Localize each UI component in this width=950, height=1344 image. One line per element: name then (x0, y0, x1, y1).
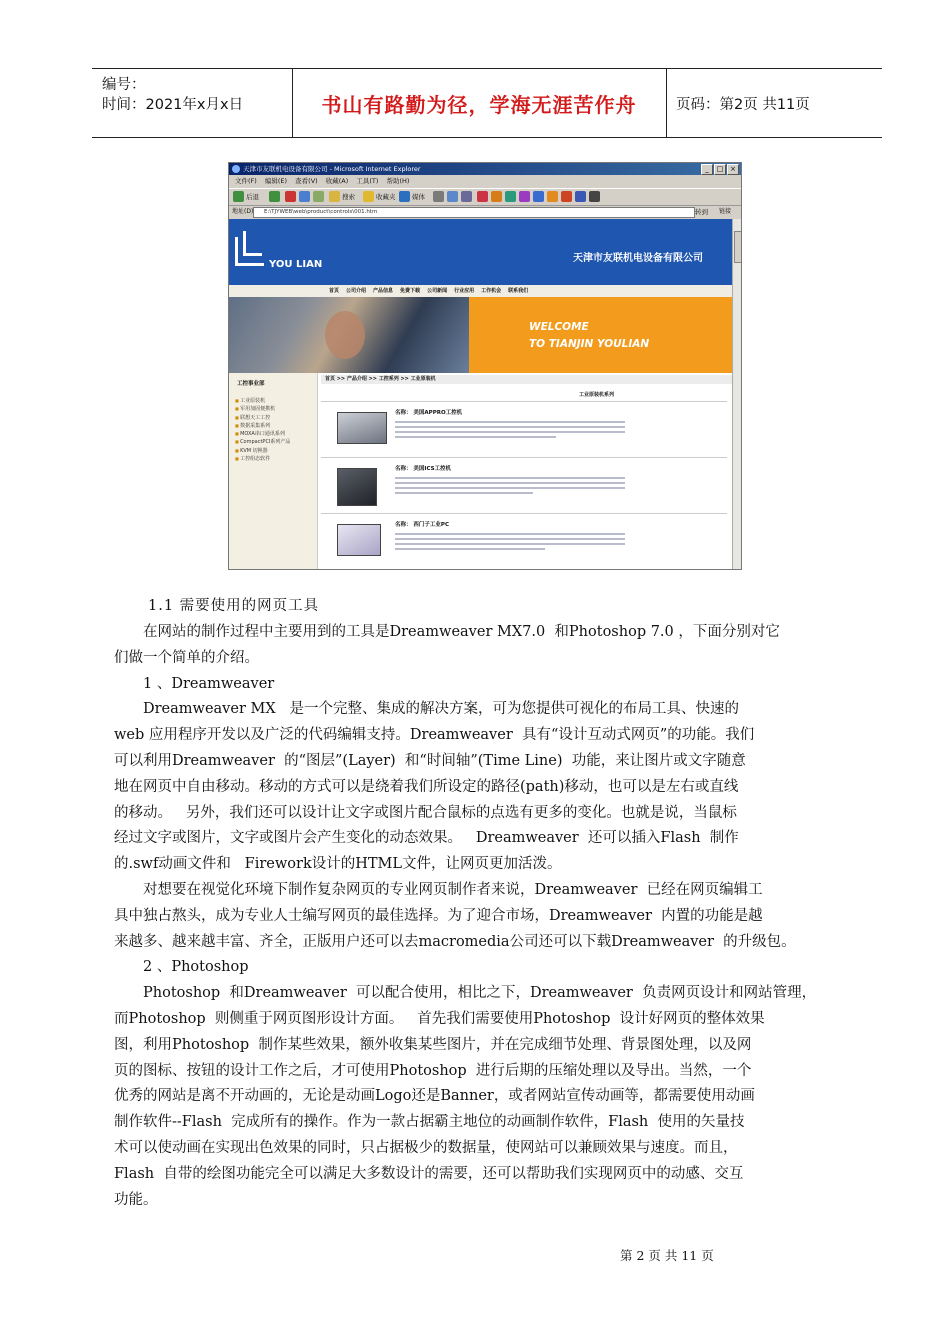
site-sidebar (229, 373, 318, 569)
site-banner (229, 219, 732, 285)
paragraph-line: 功能。 (114, 1191, 158, 1208)
window-title: 天津市友联机电设备有限公司 - Microsoft Internet Explorer (243, 165, 421, 173)
menu-help: 帮助(H) (386, 177, 410, 185)
paragraph-line: 1 、Dreamweaver (114, 675, 275, 692)
site-brand: YOU LIAN (269, 259, 323, 270)
ie-icon (232, 165, 240, 173)
print-icon (461, 191, 472, 202)
window-controls (701, 164, 739, 175)
page-footer: 第 2 页 共 11 页 (620, 1248, 714, 1263)
history-icon (433, 191, 444, 202)
maximize-icon: □ (714, 164, 726, 175)
product-image (337, 468, 377, 506)
nav-item: 工作机会 (481, 288, 502, 294)
nav-item: 公司介绍 (346, 288, 367, 294)
mail-icon (447, 191, 458, 202)
nav-item: 产品信息 (373, 288, 394, 294)
number-label: 编号： (102, 77, 146, 93)
nav-item: 行业应用 (454, 288, 475, 294)
toolbar-extra-icon (575, 191, 586, 202)
page-label: 页码：第2页 共11页 (676, 96, 810, 113)
section-title: 1.1 需要使用的网页工具 (148, 598, 320, 614)
nav-item: 公司新闻 (427, 288, 448, 294)
menu-file: 文件(F) (235, 177, 257, 185)
product-item (321, 401, 727, 458)
edit-icon (477, 191, 488, 202)
document-header (92, 68, 882, 138)
product-name: 名称： 美国ICS工控机 (395, 466, 452, 472)
product-item (321, 457, 727, 514)
sidebar-item: ■ 工业原装机 (235, 397, 290, 405)
forward-icon (269, 191, 280, 202)
home-icon (313, 191, 324, 202)
toolbar-extra-icon (561, 191, 572, 202)
minimize-icon: _ (701, 164, 713, 175)
toolbar-extra-icon (547, 191, 558, 202)
browser-screenshot-figure (228, 162, 742, 570)
paragraph-line: 具中独占熬头，成为专业人士编写网页的最佳选择。为了迎合市场，Dreamweaver 内置的功能是越 (114, 907, 763, 924)
toolbar-extra-icon (589, 191, 600, 202)
menu-view: 查看(V) (295, 177, 318, 185)
vertical-scrollbar (732, 219, 742, 569)
sidebar-item: ■ 联想天工工控 (235, 414, 290, 422)
paragraph-line: 们做一个简单的介绍。 (114, 649, 259, 666)
paragraph-line: Dreamweaver MX 是一个完整、集成的解决方案，可为您提供可视化的布局工具、快速的 (114, 701, 739, 718)
refresh-icon (299, 191, 310, 202)
address-label: 地址(D) (232, 208, 254, 215)
sidebar-heading: 工控事业部 (237, 381, 265, 387)
search-icon (329, 191, 340, 202)
product-name: 名称： 美国APPRO工控机 (395, 410, 463, 416)
breadcrumb: 首页 >> 产品介绍 >> 工控系列 >> 工业原装机 (321, 375, 733, 384)
toolbar-extra-icon (505, 191, 516, 202)
product-description (395, 474, 625, 498)
paragraph-line: 图，利用Photoshop 制作某些效果，额外收集某些图片，并在完成细节处理、背景图处理，以及网 (114, 1036, 752, 1053)
menu-edit: 编辑(E) (264, 177, 288, 185)
toolbar-extra-icon (519, 191, 530, 202)
paragraph-line: 优秀的网站是离不开动画的，无论是动画Logo还是Banner，或者网站宣传动画等，都需要使用动画 (114, 1088, 755, 1105)
nav-item: 首页 (329, 288, 340, 294)
series-title: 工业原装机系列 (579, 392, 615, 398)
product-item (321, 513, 727, 570)
address-bar (229, 205, 741, 219)
time-label: 时间：2021年x月x日 (102, 97, 244, 113)
paragraph-line: web 应用程序开发以及广泛的代码编辑支持。Dreamweaver 具有“设计互动式网页”的功能。我们 (114, 727, 755, 744)
browser-toolbar (229, 188, 741, 206)
menu-tools: 工具(T) (356, 177, 379, 185)
paragraph-line: 页的图标、按钮的设计工作之后，才可使用Photoshop 进行后期的压缩处理以及导出。当然，一个 (114, 1062, 752, 1079)
search-label: 搜索 (342, 193, 355, 201)
sidebar-item: ■ CompactPCI系列产品 (235, 438, 290, 446)
sidebar-item: ■ KVM 切换器 (235, 447, 290, 455)
logo-icon-inner (243, 231, 262, 256)
links-label: 链接 (719, 208, 732, 215)
paragraph-line: 制作软件--Flash 完成所有的操作。作为一款占据霸主地位的动画制作软件，Flash 使用的矢量技 (114, 1114, 745, 1131)
motto: 书山有路勤为径，学海无涯苦作舟 (292, 69, 667, 137)
paragraph-line: Photoshop 和Dreamweaver 可以配合使用，相比之下，Dreamweaver 负责网页设计和网站管理， (114, 985, 817, 1002)
messenger-icon (491, 191, 502, 202)
product-image (337, 412, 387, 444)
page-viewport (229, 219, 732, 569)
product-name: 名称： 西门子工业PC (395, 522, 449, 528)
favorites-icon (363, 191, 374, 202)
menu-bar (229, 175, 741, 189)
welcome-line: TO TIANJIN YOULIAN (529, 338, 650, 350)
company-name: 天津市友联机电设备有限公司 (573, 253, 703, 264)
media-label: 媒体 (412, 193, 425, 201)
paragraph-line: 来越多、越来越丰富、齐全，正版用户还可以去macromedia公司还可以下载Dreamweaver 的升级包。 (114, 933, 796, 950)
welcome-line: WELCOME (529, 321, 589, 333)
toolbar-extra-icon (533, 191, 544, 202)
header-meta (92, 69, 293, 137)
paragraph-line: 在网站的制作过程中主要用到的工具是Dreamweaver MX7.0 和Photoshop 7.0 ，下面分别对它 (114, 624, 780, 640)
product-description (395, 530, 625, 554)
paragraph-line: 对想要在视觉化环境下制作复杂网页的专业网页制作者来说，Dreamweaver 已经在网页编辑工 (114, 882, 763, 898)
sidebar-item: ■ 军用加固便携机 (235, 405, 290, 413)
back-label: 后退 (246, 193, 259, 201)
sidebar-item: ■ 工控组态软件 (235, 455, 290, 463)
banner-photo (229, 297, 469, 373)
sidebar-item: ■ 数据采集系列 (235, 422, 290, 430)
paragraph-line: 2 、Photoshop (114, 959, 249, 976)
menu-favorites: 收藏(A) (325, 177, 349, 185)
product-description (395, 418, 625, 442)
go-button: 转到 (695, 208, 708, 216)
sidebar-item: ■ MOXA串口通讯系列 (235, 430, 290, 438)
back-icon (233, 191, 244, 202)
window-titlebar (229, 163, 741, 175)
media-icon (399, 191, 410, 202)
nav-item: 免费下载 (400, 288, 421, 294)
nav-item: 联系我们 (508, 288, 529, 294)
paragraph-line: 的移动。 另外，我们还可以设计让文字或图片配合鼠标的点选有更多的变化。也就是说，当鼠标 (114, 804, 737, 821)
paragraph-line: 经过文字或图片，文字或图片会产生变化的动态效果。 Dreamweaver 还可以插入Flash 制作 (114, 830, 739, 847)
paragraph-line: 可以利用Dreamweaver 的“图层”(Layer) 和“时间轴”(Time Line) 功能，来让图片或文字随意 (114, 753, 746, 769)
person-figure (325, 311, 365, 359)
close-icon: × (727, 164, 739, 175)
product-image (337, 524, 381, 556)
paragraph-line: 的.swf动画文件和 Firework设计的HTML文件，让网页更加活泼。 (114, 856, 562, 873)
paragraph-line: 而Photoshop 则侧重于网页图形设计方面。 首先我们需要使用Photoshop 设计好网页的整体效果 (114, 1011, 765, 1027)
address-field: E:\TJYWEB\web\product\controls\001.htm (253, 207, 695, 218)
welcome-text (529, 319, 649, 353)
paragraph-line: 术可以使动画在实现出色效果的同时，只占据极少的数据量，使网站可以兼顾效果与速度。而且， (114, 1140, 738, 1156)
stop-icon (285, 191, 296, 202)
paragraph-line: Flash 自带的绘图功能完全可以满足大多数设计的需要，还可以帮助我们实现网页中的动感、交互 (114, 1165, 744, 1182)
favorites-label: 收藏夹 (376, 193, 396, 201)
paragraph-line: 地在网页中自由移动。移动的方式可以是绕着我们所设定的路径(path)移动，也可以是左右或直线 (114, 778, 739, 795)
